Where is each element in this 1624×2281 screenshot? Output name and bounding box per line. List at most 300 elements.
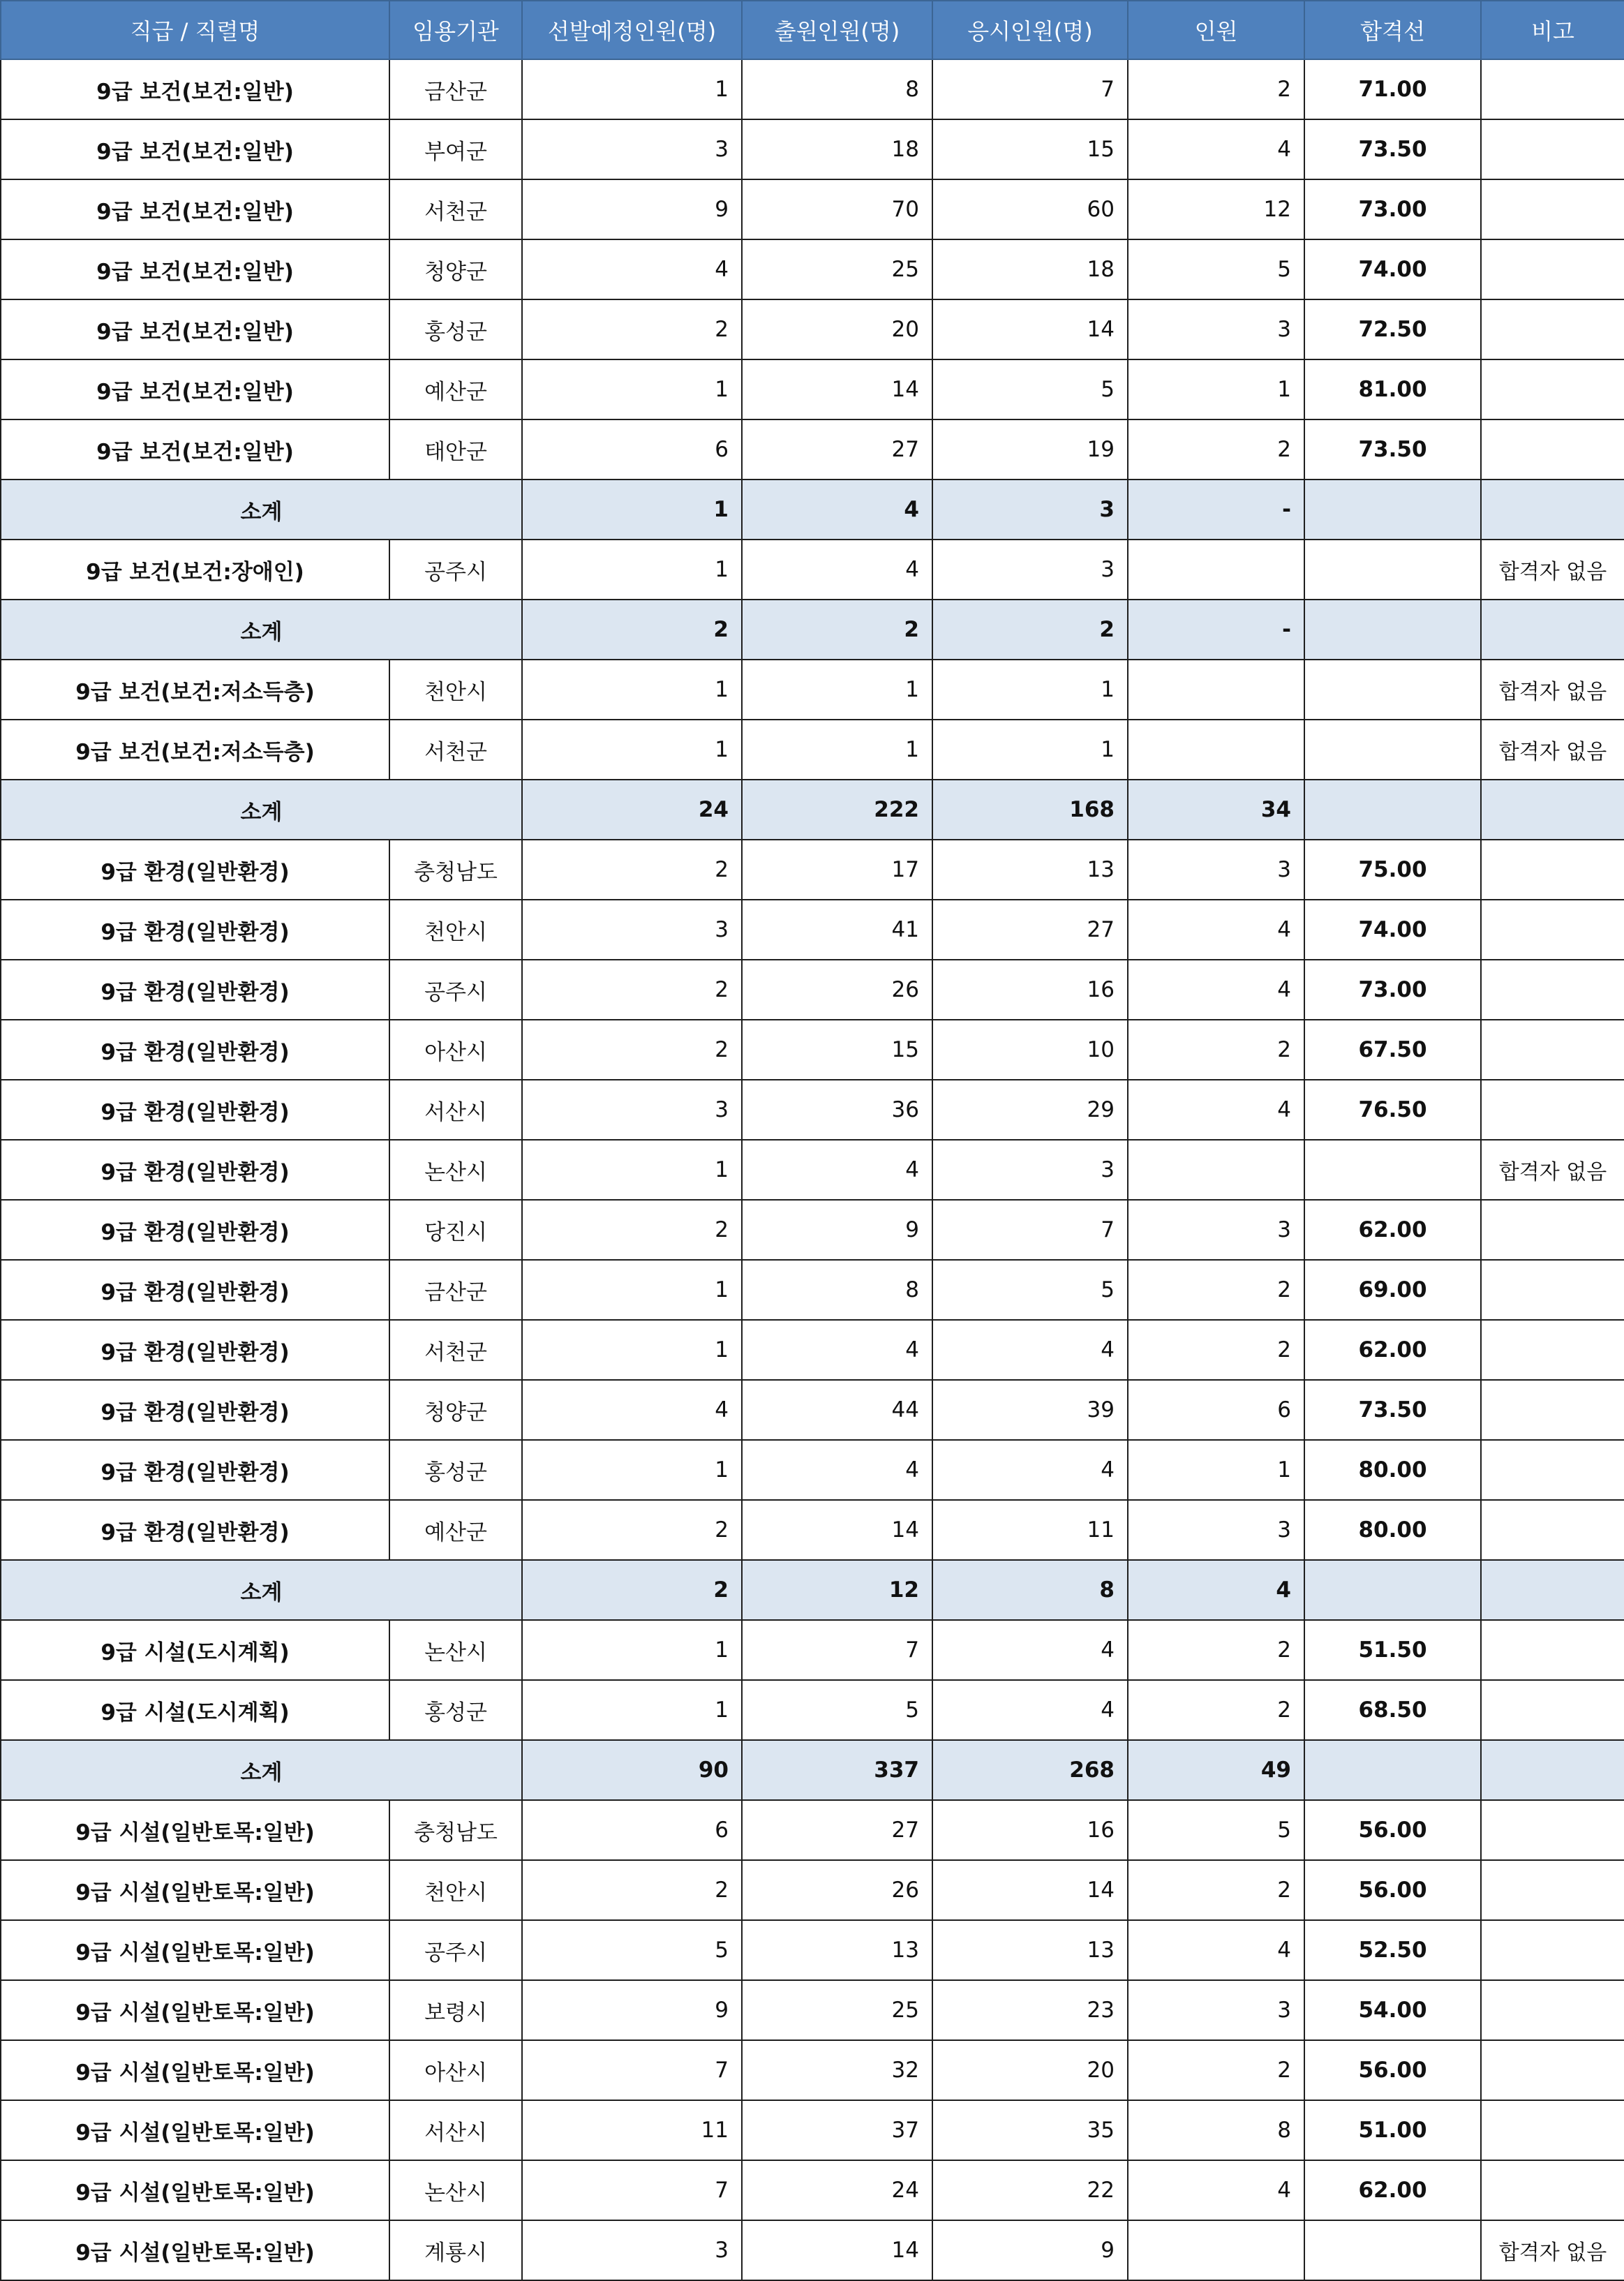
applied-cell: 12 bbox=[742, 1560, 932, 1620]
table-row bbox=[1, 2220, 1624, 2280]
note-cell bbox=[1481, 1860, 1624, 1920]
passed-cell: 5 bbox=[1128, 239, 1304, 299]
position-cell: 9급 보건(보건:저소득층) bbox=[1, 720, 389, 780]
agency-cell: 서천군 bbox=[389, 720, 522, 780]
applied-cell: 27 bbox=[742, 419, 932, 480]
agency-cell: 천안시 bbox=[389, 1860, 522, 1920]
applied-cell: 5 bbox=[742, 1680, 932, 1740]
position-cell: 9급 보건(보건:일반) bbox=[1, 299, 389, 359]
position-cell: 9급 시설(일반토목:일반) bbox=[1, 2160, 389, 2220]
subtotal-label: 소계 bbox=[1, 1560, 522, 1620]
note-cell bbox=[1481, 480, 1624, 540]
applied-cell: 4 bbox=[742, 480, 932, 540]
position-cell: 9급 시설(일반토목:일반) bbox=[1, 2220, 389, 2280]
agency-cell: 청양군 bbox=[389, 1380, 522, 1440]
note-cell bbox=[1481, 2100, 1624, 2160]
passed-cell: 3 bbox=[1128, 1500, 1304, 1560]
agency-cell: 부여군 bbox=[389, 119, 522, 179]
position-cell: 9급 시설(일반토목:일반) bbox=[1, 2040, 389, 2100]
agency-cell: 논산시 bbox=[389, 1620, 522, 1680]
tested-cell: 2 bbox=[932, 600, 1128, 660]
applied-cell: 4 bbox=[742, 1320, 932, 1380]
subtotal-label: 소계 bbox=[1, 780, 522, 840]
tested-cell: 5 bbox=[932, 1260, 1128, 1320]
planned-cell: 2 bbox=[522, 1020, 742, 1080]
note-cell bbox=[1481, 1440, 1624, 1500]
table-row bbox=[1, 660, 1624, 720]
note-cell bbox=[1481, 1380, 1624, 1440]
passed-cell: 8 bbox=[1128, 2100, 1304, 2160]
agency-cell: 논산시 bbox=[389, 1140, 522, 1200]
agency-cell: 서천군 bbox=[389, 179, 522, 239]
position-cell: 9급 환경(일반환경) bbox=[1, 900, 389, 960]
header-applied: 출원인원(명) bbox=[742, 1, 932, 59]
header-passed: 인원 bbox=[1128, 1, 1304, 59]
applied-cell: 14 bbox=[742, 2220, 932, 2280]
cutoff-cell: 81.00 bbox=[1304, 359, 1481, 419]
cutoff-cell: 51.50 bbox=[1304, 1620, 1481, 1680]
passed-cell: 34 bbox=[1128, 780, 1304, 840]
agency-cell: 예산군 bbox=[389, 1500, 522, 1560]
planned-cell: 6 bbox=[522, 1800, 742, 1860]
passed-cell: 2 bbox=[1128, 1680, 1304, 1740]
passed-cell: 4 bbox=[1128, 1560, 1304, 1620]
tested-cell: 9 bbox=[932, 2220, 1128, 2280]
subtotal-row bbox=[1, 600, 1624, 660]
subtotal-row bbox=[1, 1560, 1624, 1620]
applied-cell: 26 bbox=[742, 1860, 932, 1920]
table-row bbox=[1, 1080, 1624, 1140]
table-row bbox=[1, 1260, 1624, 1320]
cutoff-cell: 76.50 bbox=[1304, 1080, 1481, 1140]
cutoff-cell: 56.00 bbox=[1304, 2040, 1481, 2100]
table-row bbox=[1, 960, 1624, 1020]
table-row bbox=[1, 1980, 1624, 2040]
position-cell: 9급 시설(도시계획) bbox=[1, 1680, 389, 1740]
applied-cell: 17 bbox=[742, 840, 932, 900]
agency-cell: 서천군 bbox=[389, 1320, 522, 1380]
cutoff-cell bbox=[1304, 2220, 1481, 2280]
applied-cell: 20 bbox=[742, 299, 932, 359]
cutoff-cell: 73.00 bbox=[1304, 179, 1481, 239]
note-cell bbox=[1481, 2160, 1624, 2220]
cutoff-cell: 72.50 bbox=[1304, 299, 1481, 359]
subtotal-label: 소계 bbox=[1, 1740, 522, 1800]
applied-cell: 24 bbox=[742, 2160, 932, 2220]
tested-cell: 23 bbox=[932, 1980, 1128, 2040]
agency-cell: 홍성군 bbox=[389, 1440, 522, 1500]
planned-cell: 90 bbox=[522, 1740, 742, 1800]
table-row bbox=[1, 840, 1624, 900]
position-cell: 9급 시설(일반토목:일반) bbox=[1, 1860, 389, 1920]
agency-cell: 공주시 bbox=[389, 960, 522, 1020]
planned-cell: 24 bbox=[522, 780, 742, 840]
cutoff-cell: 62.00 bbox=[1304, 1200, 1481, 1260]
position-cell: 9급 시설(일반토목:일반) bbox=[1, 1980, 389, 2040]
table-row bbox=[1, 1920, 1624, 1980]
agency-cell: 태안군 bbox=[389, 419, 522, 480]
tested-cell: 5 bbox=[932, 359, 1128, 419]
tested-cell: 39 bbox=[932, 1380, 1128, 1440]
passed-cell: 1 bbox=[1128, 359, 1304, 419]
position-cell: 9급 시설(일반토목:일반) bbox=[1, 2100, 389, 2160]
table-row bbox=[1, 2040, 1624, 2100]
position-cell: 9급 환경(일반환경) bbox=[1, 1080, 389, 1140]
applied-cell: 337 bbox=[742, 1740, 932, 1800]
position-cell: 9급 보건(보건:장애인) bbox=[1, 540, 389, 600]
note-cell: 합격자 없음 bbox=[1481, 660, 1624, 720]
note-cell bbox=[1481, 359, 1624, 419]
table-row bbox=[1, 1380, 1624, 1440]
cutoff-cell: 51.00 bbox=[1304, 2100, 1481, 2160]
cutoff-cell bbox=[1304, 1740, 1481, 1800]
agency-cell: 충청남도 bbox=[389, 1800, 522, 1860]
note-cell bbox=[1481, 1980, 1624, 2040]
position-cell: 9급 환경(일반환경) bbox=[1, 1380, 389, 1440]
planned-cell: 9 bbox=[522, 1980, 742, 2040]
note-cell bbox=[1481, 179, 1624, 239]
applied-cell: 25 bbox=[742, 1980, 932, 2040]
tested-cell: 8 bbox=[932, 1560, 1128, 1620]
position-cell: 9급 보건(보건:일반) bbox=[1, 359, 389, 419]
applied-cell: 222 bbox=[742, 780, 932, 840]
header-note: 비고 bbox=[1481, 1, 1624, 59]
position-cell: 9급 보건(보건:일반) bbox=[1, 59, 389, 119]
note-cell bbox=[1481, 1500, 1624, 1560]
cutoff-cell bbox=[1304, 540, 1481, 600]
tested-cell: 268 bbox=[932, 1740, 1128, 1800]
note-cell bbox=[1481, 1800, 1624, 1860]
tested-cell: 4 bbox=[932, 1620, 1128, 1680]
planned-cell: 2 bbox=[522, 840, 742, 900]
passed-cell: 2 bbox=[1128, 1620, 1304, 1680]
applied-cell: 14 bbox=[742, 1500, 932, 1560]
note-cell bbox=[1481, 1080, 1624, 1140]
note-cell bbox=[1481, 1620, 1624, 1680]
tested-cell: 7 bbox=[932, 59, 1128, 119]
table-row bbox=[1, 1140, 1624, 1200]
note-cell bbox=[1481, 840, 1624, 900]
note-cell bbox=[1481, 239, 1624, 299]
planned-cell: 4 bbox=[522, 1380, 742, 1440]
table-row bbox=[1, 1440, 1624, 1500]
planned-cell: 2 bbox=[522, 600, 742, 660]
planned-cell: 7 bbox=[522, 2040, 742, 2100]
planned-cell: 2 bbox=[522, 1860, 742, 1920]
cutoff-cell bbox=[1304, 720, 1481, 780]
passed-cell: 2 bbox=[1128, 2040, 1304, 2100]
note-cell bbox=[1481, 299, 1624, 359]
cutoff-cell: 75.00 bbox=[1304, 840, 1481, 900]
applied-cell: 27 bbox=[742, 1800, 932, 1860]
planned-cell: 1 bbox=[522, 540, 742, 600]
cutoff-cell: 73.50 bbox=[1304, 1380, 1481, 1440]
cutoff-cell: 69.00 bbox=[1304, 1260, 1481, 1320]
note-cell bbox=[1481, 1920, 1624, 1980]
passed-cell: 5 bbox=[1128, 1800, 1304, 1860]
passed-cell: 4 bbox=[1128, 1080, 1304, 1140]
header-tested: 응시인원(명) bbox=[932, 1, 1128, 59]
position-cell: 9급 보건(보건:일반) bbox=[1, 119, 389, 179]
position-cell: 9급 보건(보건:일반) bbox=[1, 239, 389, 299]
table-row bbox=[1, 2160, 1624, 2220]
position-cell: 9급 시설(일반토목:일반) bbox=[1, 1800, 389, 1860]
applied-cell: 4 bbox=[742, 540, 932, 600]
planned-cell: 1 bbox=[522, 1680, 742, 1740]
table-row bbox=[1, 59, 1624, 119]
passed-cell: 4 bbox=[1128, 119, 1304, 179]
applied-cell: 2 bbox=[742, 600, 932, 660]
cutoff-cell: 73.00 bbox=[1304, 960, 1481, 1020]
cutoff-cell: 62.00 bbox=[1304, 1320, 1481, 1380]
applied-cell: 7 bbox=[742, 1620, 932, 1680]
tested-cell: 4 bbox=[932, 1440, 1128, 1500]
table-row bbox=[1, 1200, 1624, 1260]
header-cutoff: 합격선 bbox=[1304, 1, 1481, 59]
position-cell: 9급 환경(일반환경) bbox=[1, 1140, 389, 1200]
table-row bbox=[1, 179, 1624, 239]
tested-cell: 1 bbox=[932, 660, 1128, 720]
planned-cell: 1 bbox=[522, 359, 742, 419]
subtotal-label: 소계 bbox=[1, 480, 522, 540]
applied-cell: 18 bbox=[742, 119, 932, 179]
note-cell bbox=[1481, 1260, 1624, 1320]
passed-cell: 4 bbox=[1128, 2160, 1304, 2220]
tested-cell: 22 bbox=[932, 2160, 1128, 2220]
cutoff-cell bbox=[1304, 660, 1481, 720]
passed-cell: 3 bbox=[1128, 1980, 1304, 2040]
note-cell bbox=[1481, 1560, 1624, 1620]
applied-cell: 4 bbox=[742, 1140, 932, 1200]
note-cell bbox=[1481, 1200, 1624, 1260]
tested-cell: 11 bbox=[932, 1500, 1128, 1560]
table-row bbox=[1, 1500, 1624, 1560]
applied-cell: 37 bbox=[742, 2100, 932, 2160]
note-cell bbox=[1481, 1320, 1624, 1380]
passed-cell: 2 bbox=[1128, 1020, 1304, 1080]
note-cell: 합격자 없음 bbox=[1481, 540, 1624, 600]
planned-cell: 3 bbox=[522, 2220, 742, 2280]
position-cell: 9급 보건(보건:일반) bbox=[1, 179, 389, 239]
note-cell bbox=[1481, 1740, 1624, 1800]
planned-cell: 2 bbox=[522, 1560, 742, 1620]
cutoff-cell: 74.00 bbox=[1304, 239, 1481, 299]
applied-cell: 14 bbox=[742, 359, 932, 419]
tested-cell: 7 bbox=[932, 1200, 1128, 1260]
passed-cell bbox=[1128, 660, 1304, 720]
cutoff-cell: 73.50 bbox=[1304, 119, 1481, 179]
cutoff-cell bbox=[1304, 1560, 1481, 1620]
tested-cell: 27 bbox=[932, 900, 1128, 960]
cutoff-cell: 68.50 bbox=[1304, 1680, 1481, 1740]
tested-cell: 3 bbox=[932, 480, 1128, 540]
passed-cell: 2 bbox=[1128, 419, 1304, 480]
planned-cell: 4 bbox=[522, 239, 742, 299]
note-cell bbox=[1481, 600, 1624, 660]
planned-cell: 7 bbox=[522, 2160, 742, 2220]
table-row bbox=[1, 720, 1624, 780]
applied-cell: 26 bbox=[742, 960, 932, 1020]
passed-cell: 3 bbox=[1128, 299, 1304, 359]
position-cell: 9급 시설(도시계획) bbox=[1, 1620, 389, 1680]
tested-cell: 16 bbox=[932, 960, 1128, 1020]
position-cell: 9급 환경(일반환경) bbox=[1, 840, 389, 900]
cutoff-cell: 71.00 bbox=[1304, 59, 1481, 119]
applied-cell: 13 bbox=[742, 1920, 932, 1980]
agency-cell: 금산군 bbox=[389, 59, 522, 119]
applied-cell: 32 bbox=[742, 2040, 932, 2100]
planned-cell: 3 bbox=[522, 1080, 742, 1140]
cutoff-cell: 54.00 bbox=[1304, 1980, 1481, 2040]
tested-cell: 168 bbox=[932, 780, 1128, 840]
cutoff-cell: 73.50 bbox=[1304, 419, 1481, 480]
position-cell: 9급 환경(일반환경) bbox=[1, 1020, 389, 1080]
applied-cell: 8 bbox=[742, 59, 932, 119]
agency-cell: 천안시 bbox=[389, 660, 522, 720]
subtotal-row bbox=[1, 780, 1624, 840]
planned-cell: 11 bbox=[522, 2100, 742, 2160]
cutoff-cell: 67.50 bbox=[1304, 1020, 1481, 1080]
applied-cell: 25 bbox=[742, 239, 932, 299]
applied-cell: 1 bbox=[742, 660, 932, 720]
tested-cell: 60 bbox=[932, 179, 1128, 239]
applied-cell: 41 bbox=[742, 900, 932, 960]
planned-cell: 1 bbox=[522, 59, 742, 119]
cutoff-cell bbox=[1304, 1140, 1481, 1200]
note-cell bbox=[1481, 2040, 1624, 2100]
planned-cell: 1 bbox=[522, 1260, 742, 1320]
applied-cell: 9 bbox=[742, 1200, 932, 1260]
agency-cell: 충청남도 bbox=[389, 840, 522, 900]
table-row bbox=[1, 2100, 1624, 2160]
note-cell: 합격자 없음 bbox=[1481, 2220, 1624, 2280]
passed-cell: 3 bbox=[1128, 1200, 1304, 1260]
table-row bbox=[1, 419, 1624, 480]
tested-cell: 1 bbox=[932, 720, 1128, 780]
planned-cell: 1 bbox=[522, 1620, 742, 1680]
cutoff-cell: 80.00 bbox=[1304, 1440, 1481, 1500]
planned-cell: 1 bbox=[522, 1320, 742, 1380]
planned-cell: 1 bbox=[522, 1140, 742, 1200]
passed-cell: 2 bbox=[1128, 59, 1304, 119]
tested-cell: 4 bbox=[932, 1680, 1128, 1740]
header-row bbox=[1, 1, 1624, 59]
applied-cell: 70 bbox=[742, 179, 932, 239]
passed-cell: 1 bbox=[1128, 1440, 1304, 1500]
applied-cell: 15 bbox=[742, 1020, 932, 1080]
table-row bbox=[1, 299, 1624, 359]
tested-cell: 13 bbox=[932, 840, 1128, 900]
cutoff-cell: 74.00 bbox=[1304, 900, 1481, 960]
passed-cell: 4 bbox=[1128, 900, 1304, 960]
subtotal-row bbox=[1, 480, 1624, 540]
table-row bbox=[1, 1800, 1624, 1860]
cutoff-cell bbox=[1304, 480, 1481, 540]
passed-cell: 2 bbox=[1128, 1260, 1304, 1320]
agency-cell: 서산시 bbox=[389, 1080, 522, 1140]
agency-cell: 논산시 bbox=[389, 2160, 522, 2220]
passed-cell: 12 bbox=[1128, 179, 1304, 239]
agency-cell: 청양군 bbox=[389, 239, 522, 299]
cutoff-cell: 52.50 bbox=[1304, 1920, 1481, 1980]
note-cell bbox=[1481, 900, 1624, 960]
applied-cell: 4 bbox=[742, 1440, 932, 1500]
planned-cell: 6 bbox=[522, 419, 742, 480]
cutoff-cell: 80.00 bbox=[1304, 1500, 1481, 1560]
table-row bbox=[1, 540, 1624, 600]
table-row bbox=[1, 1620, 1624, 1680]
passed-cell: 3 bbox=[1128, 840, 1304, 900]
position-cell: 9급 환경(일반환경) bbox=[1, 960, 389, 1020]
tested-cell: 14 bbox=[932, 1860, 1128, 1920]
passed-cell: - bbox=[1128, 480, 1304, 540]
position-cell: 9급 환경(일반환경) bbox=[1, 1200, 389, 1260]
cutoff-cell: 56.00 bbox=[1304, 1800, 1481, 1860]
note-cell: 합격자 없음 bbox=[1481, 1140, 1624, 1200]
table-row bbox=[1, 119, 1624, 179]
position-cell: 9급 보건(보건:일반) bbox=[1, 419, 389, 480]
note-cell bbox=[1481, 960, 1624, 1020]
planned-cell: 1 bbox=[522, 720, 742, 780]
planned-cell: 3 bbox=[522, 900, 742, 960]
passed-cell: 2 bbox=[1128, 1320, 1304, 1380]
tested-cell: 19 bbox=[932, 419, 1128, 480]
passed-cell: 4 bbox=[1128, 960, 1304, 1020]
note-cell: 합격자 없음 bbox=[1481, 720, 1624, 780]
applied-cell: 8 bbox=[742, 1260, 932, 1320]
tested-cell: 14 bbox=[932, 299, 1128, 359]
passed-cell: 4 bbox=[1128, 1920, 1304, 1980]
planned-cell: 1 bbox=[522, 660, 742, 720]
table-body bbox=[1, 59, 1624, 2280]
planned-cell: 2 bbox=[522, 1500, 742, 1560]
agency-cell: 금산군 bbox=[389, 1260, 522, 1320]
agency-cell: 계룡시 bbox=[389, 2220, 522, 2280]
position-cell: 9급 환경(일반환경) bbox=[1, 1500, 389, 1560]
passed-cell: 49 bbox=[1128, 1740, 1304, 1800]
applied-cell: 36 bbox=[742, 1080, 932, 1140]
table-row bbox=[1, 1680, 1624, 1740]
passed-cell: - bbox=[1128, 600, 1304, 660]
header-position: 직급 / 직렬명 bbox=[1, 1, 389, 59]
planned-cell: 2 bbox=[522, 960, 742, 1020]
planned-cell: 2 bbox=[522, 1200, 742, 1260]
tested-cell: 20 bbox=[932, 2040, 1128, 2100]
agency-cell: 천안시 bbox=[389, 900, 522, 960]
table-row bbox=[1, 1020, 1624, 1080]
agency-cell: 아산시 bbox=[389, 2040, 522, 2100]
table-row bbox=[1, 359, 1624, 419]
agency-cell: 공주시 bbox=[389, 1920, 522, 1980]
note-cell bbox=[1481, 419, 1624, 480]
agency-cell: 예산군 bbox=[389, 359, 522, 419]
position-cell: 9급 환경(일반환경) bbox=[1, 1260, 389, 1320]
agency-cell: 당진시 bbox=[389, 1200, 522, 1260]
note-cell bbox=[1481, 780, 1624, 840]
agency-cell: 홍성군 bbox=[389, 299, 522, 359]
cutoff-cell bbox=[1304, 600, 1481, 660]
passed-cell bbox=[1128, 1140, 1304, 1200]
cutoff-cell: 62.00 bbox=[1304, 2160, 1481, 2220]
subtotal-label: 소계 bbox=[1, 600, 522, 660]
cutoff-cell: 56.00 bbox=[1304, 1860, 1481, 1920]
passed-cell bbox=[1128, 720, 1304, 780]
note-cell bbox=[1481, 1020, 1624, 1080]
agency-cell: 홍성군 bbox=[389, 1680, 522, 1740]
agency-cell: 아산시 bbox=[389, 1020, 522, 1080]
passed-cell: 2 bbox=[1128, 1860, 1304, 1920]
tested-cell: 3 bbox=[932, 1140, 1128, 1200]
